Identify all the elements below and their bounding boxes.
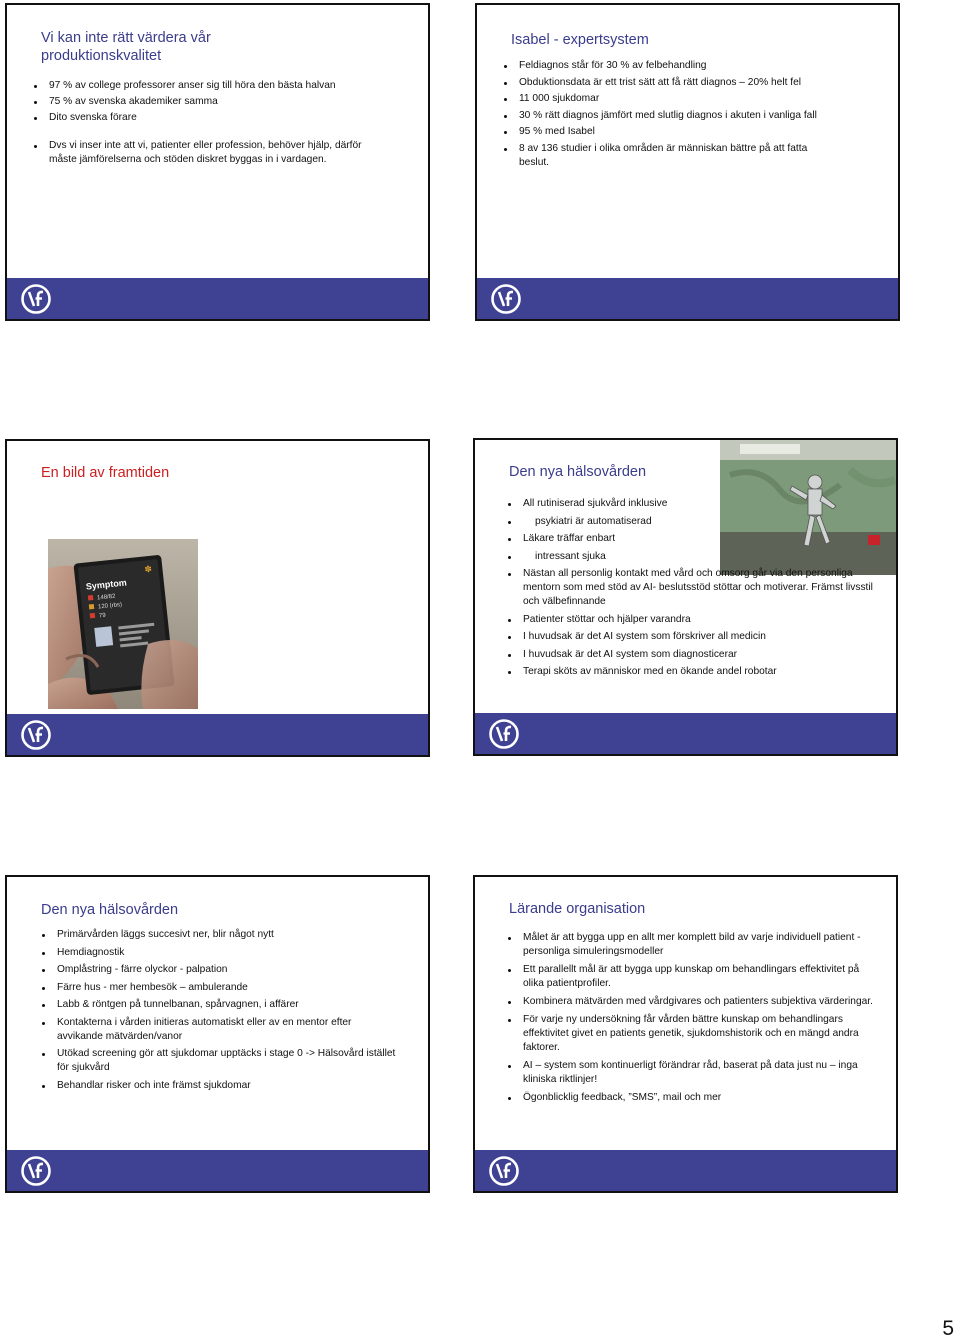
list-item: Målet är att bygga upp en allt mer komplett bild av varje individuell patient - personliga simuleringsmodeller (505, 931, 875, 959)
slide-title: Isabel - expertsystem (511, 32, 649, 48)
slide-1 (5, 3, 430, 321)
list-item: För varje ny undersökning får vården bättre kunskap om behandlingars effektivitet givet en patients genetik, sjukdomshistorik och en mängd andra faktorer. (505, 1013, 875, 1055)
device-reading-2: 120 (rbs) (97, 602, 123, 611)
slide-4 (473, 438, 898, 756)
list-item: Primärvården läggs succesivt ner, blir något nytt (39, 928, 399, 942)
bullet-list (501, 59, 861, 170)
list-item: 30 % rätt diagnos jämfört med slutlig diagnos i akuten i vanliga fall (501, 109, 861, 123)
page-number: 5 (942, 1317, 954, 1340)
bullet-list (31, 79, 411, 167)
vf-logo-icon (20, 1155, 52, 1187)
vf-logo-icon (490, 283, 522, 315)
svg-text:✽: ✽ (143, 563, 153, 575)
list-item: Patienter stöttar och hjälper varandra (505, 613, 875, 627)
list-item: 95 % med Isabel (501, 125, 861, 139)
footer-bar (7, 278, 428, 319)
footer-bar (7, 1150, 428, 1191)
footer-bar (475, 713, 896, 754)
list-item: I huvudsak är det AI system som förskriver all medicin (505, 630, 875, 644)
list-item: Färre hus - mer hembesök – ambulerande (39, 981, 399, 995)
slide-5 (5, 875, 430, 1193)
bullet-list (505, 931, 875, 1105)
slide-3 (5, 439, 430, 757)
list-item: Ögonblicklig feedback, ”SMS”, mail och mer (505, 1091, 875, 1105)
list-item: Hemdiagnostik (39, 946, 399, 960)
list-item: Omplåstring - färre olyckor - palpation (39, 963, 399, 977)
footer-bar (477, 278, 898, 319)
list-item: AI – system som kontinuerligt förändrar råd, baserat på data just nu – inga kliniska riktlinjer! (505, 1059, 875, 1087)
list-item: psykiatri är automatiserad (505, 515, 875, 529)
list-item: Feldiagnos står för 30 % av felbehandling (501, 59, 861, 73)
list-item: Ett parallellt mål är att bygga upp kunskap om behandlingars effektivitet på olika patientprofiler. (505, 963, 875, 991)
bullet-list (39, 928, 399, 1093)
slide-6 (473, 875, 898, 1193)
list-item: All rutiniserad sjukvård inklusive (505, 497, 875, 511)
slide-2 (475, 3, 900, 321)
device-reading-1: 148/82 (96, 593, 116, 602)
vf-logo-icon (20, 719, 52, 751)
slide-title: Den nya hälsovården (509, 464, 647, 480)
list-item: intressant sjuka (505, 550, 875, 564)
list-item: Terapi sköts av människor med en ökande andel robotar (505, 665, 875, 679)
list-item: Behandlar risker och inte främst sjukdomar (39, 1079, 399, 1093)
list-item: Nästan all personlig kontakt med vård och omsorg går via den personliga mentorn som med stöd av AI- beslutsstöd stöttar och motiverar. Främst livsstil och välbefinnande (505, 567, 875, 609)
vf-logo-icon (20, 283, 52, 315)
footer-bar (7, 714, 428, 755)
vf-logo-icon (488, 718, 520, 750)
list-item: I huvudsak är det AI system som diagnosticerar (505, 648, 875, 662)
list-item: Labb & röntgen på tunnelbanan, spårvagnen, i affärer (39, 998, 399, 1012)
list-item: Kontakterna i vården initieras automatiskt eller av en mentor efter avvikande mätvärden/vanor (39, 1016, 399, 1044)
list-item: 8 av 136 studier i olika områden är människan bättre på att fatta beslut. (501, 142, 839, 170)
list-item: 11 000 sjukdomar (501, 92, 861, 106)
slide-title: Lärande organisation (509, 901, 646, 917)
device-reading-3: 79 (98, 612, 107, 620)
vf-logo-icon (488, 1155, 520, 1187)
list-item: Läkare träffar enbart (505, 532, 875, 546)
footer-bar (475, 1150, 896, 1191)
list-item: 97 % av college professorer anser sig till höra den bästa halvan (31, 79, 411, 93)
slide-title: Vi kan inte rätt värdera vår produktionskvalitet (41, 30, 211, 64)
list-item: Utökad screening gör att sjukdomar upptäcks i stage 0 -> Hälsovård istället för sjukvård (39, 1047, 399, 1075)
list-item: Obduktionsdata är ett trist sätt att få rätt diagnos – 20% helt fel (501, 76, 861, 90)
list-item: 75 % av svenska akademiker samma (31, 95, 411, 109)
list-item: Dito svenska förare (31, 111, 411, 125)
future-device-photo (48, 539, 198, 709)
list-item: Dvs vi inser inte att vi, patienter eller profession, behöver hjälp, därför måste jämförelserna och stöden diskret byggas in i vardagen. (31, 139, 369, 167)
device-heading: Symptom (85, 577, 128, 592)
slide-title: Den nya hälsovården (41, 902, 179, 918)
slide-title: En bild av framtiden (41, 465, 170, 481)
list-item: Kombinera mätvärden med vårdgivares och patienters subjektiva värderingar. (505, 995, 875, 1009)
bullet-list (505, 497, 875, 679)
